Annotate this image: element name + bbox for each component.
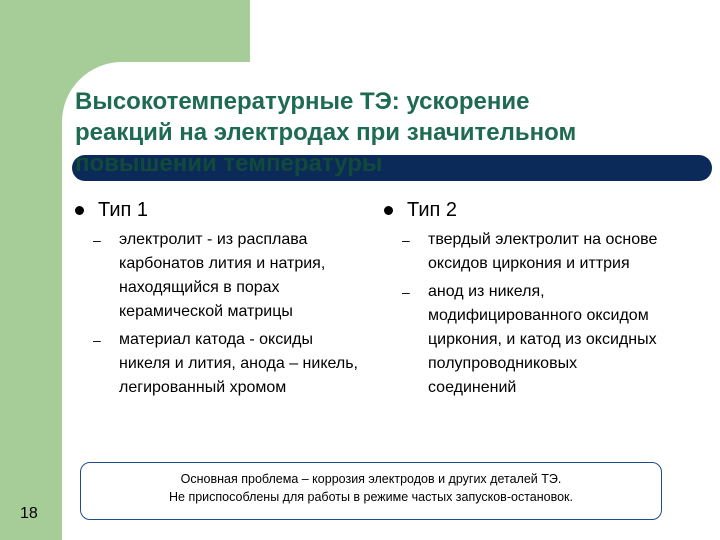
heading-text: Тип 2 xyxy=(407,199,458,221)
dash-icon: – xyxy=(93,332,101,348)
slide-title xyxy=(75,86,705,179)
heading-text: Тип 1 xyxy=(98,199,149,221)
dash-icon: – xyxy=(402,284,410,300)
dash-icon: – xyxy=(402,232,410,248)
column-type-1 xyxy=(75,198,375,404)
title-line-2: реакций на электродах при значительном xyxy=(75,119,577,146)
sub-bullet xyxy=(75,328,375,400)
sub-bullet-text: твердый электролит на основе оксидов циркония и иттрия xyxy=(428,231,658,272)
dash-icon: – xyxy=(93,232,101,248)
bullet-heading xyxy=(75,198,375,222)
title-line-1: Высокотемпературные ТЭ: ускорение xyxy=(75,88,530,115)
note-line-1: Основная проблема – коррозия электродов и других деталей ТЭ. xyxy=(180,472,562,486)
bullet-heading xyxy=(384,198,684,222)
sub-bullet-text: материал катода - оксиды никеля и лития, анода – никель, легированный хромом xyxy=(119,331,358,396)
sub-bullet xyxy=(75,228,375,324)
bullet-dot-icon xyxy=(384,206,393,215)
page-number: 18 xyxy=(20,505,38,522)
sub-bullet-text: электролит - из расплава карбонатов лития и натрия, находящийся в порах керамической матрицы xyxy=(119,231,326,320)
title-line-3: повышении температуры xyxy=(75,150,383,177)
column-type-2 xyxy=(384,198,684,404)
note-line-2: Не приспособлены для работы в режиме частых запусков-остановок. xyxy=(169,490,573,504)
problem-note-box xyxy=(80,462,662,520)
sub-bullet xyxy=(384,228,684,276)
bullet-dot-icon xyxy=(75,206,84,215)
sub-bullet xyxy=(384,280,684,400)
sub-bullet-text: анод из никеля, модифицированного оксидом циркония, и катод из оксидных полупроводниковых соединений xyxy=(428,283,657,396)
